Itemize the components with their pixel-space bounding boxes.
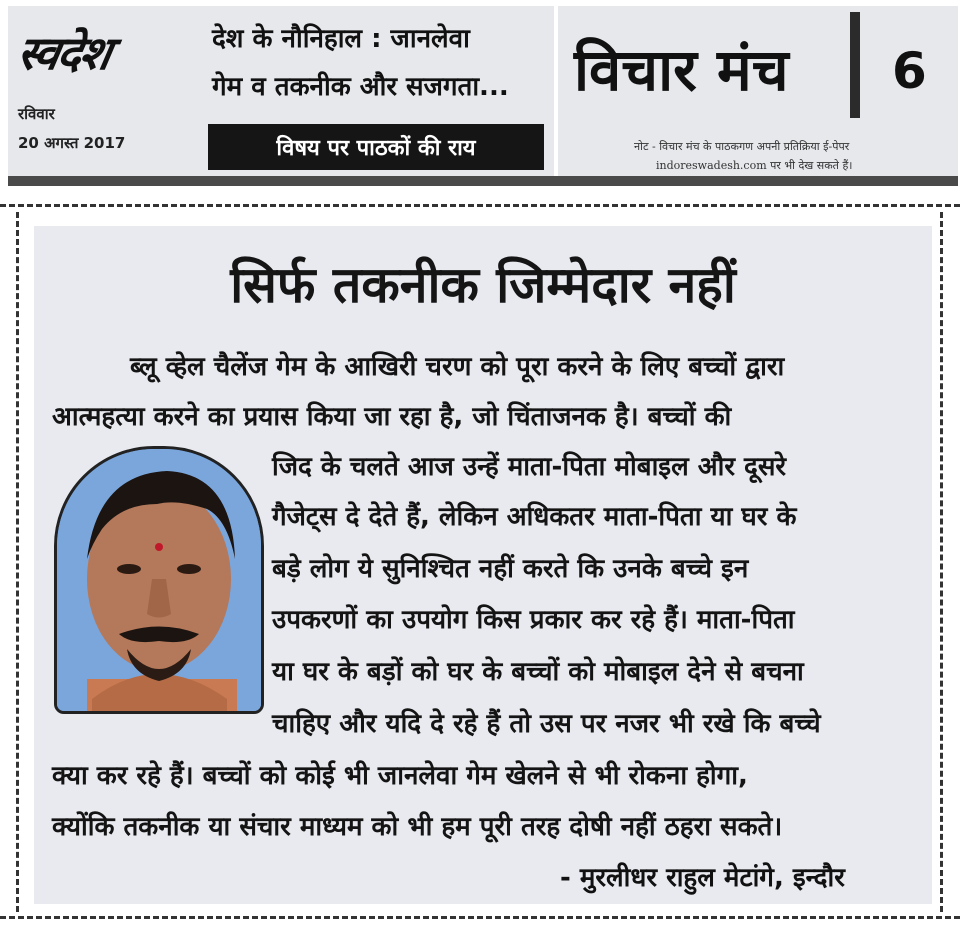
article-line: ब्लू व्हेल चैलेंज गेम के आखिरी चरण को पूरा करने के लिए बच्चों द्वारा: [130, 352, 785, 382]
author-portrait-icon: [57, 449, 261, 711]
topic-subheading: विषय पर पाठकों की राय: [208, 124, 544, 170]
topic-headline-line2: गेम व तकनीक और सजगता...: [212, 72, 509, 102]
issue-date: 20 अगस्त 2017: [18, 134, 126, 152]
article-line: उपकरणों का उपयोग किस प्रकार कर रहे हैं। माता-पिता: [272, 605, 795, 635]
article-line: गैजेट्स दे देते हैं, लेकिन अधिकतर माता-पिता या घर के: [272, 502, 797, 532]
page-number: 6: [892, 42, 927, 100]
frame-top-dash: [0, 204, 960, 207]
article-line: क्योंकि तकनीक या संचार माध्यम को भी हम पूरी तरह दोषी नहीं ठहरा सकते।: [52, 812, 783, 842]
article-line: चाहिए और यदि दे रहे हैं तो उस पर नजर भी रखे कि बच्चे: [272, 709, 821, 739]
frame-left-dash: [16, 212, 19, 912]
reader-note-line2: indoreswadesh.com पर भी देख सकते हैं।: [656, 159, 853, 172]
article-line: जिद के चलते आज उन्हें माता-पिता मोबाइल और दूसरे: [272, 452, 787, 482]
article-line: या घर के बड़ों को घर के बच्चों को मोबाइल देने से बचना: [272, 657, 804, 687]
masthead-bottom-strip: [8, 176, 958, 186]
reader-note-line1: नोट - विचार मंच के पाठकगण अपनी प्रतिक्रिया ई-पेपर: [634, 140, 850, 153]
frame-bottom-dash: [0, 916, 960, 919]
frame-right-dash: [940, 212, 943, 912]
article-line: बड़े लोग ये सुनिश्चित नहीं करते कि उनके बच्चे इन: [272, 554, 749, 584]
newspaper-logo: स्वदेश: [13, 26, 114, 80]
section-title: विचार मंच: [574, 36, 789, 104]
article-line: क्या कर रहे हैं। बच्चों को कोई भी जानलेवा गेम खेलने से भी रोकना होगा,: [52, 761, 748, 791]
article-byline: - मुरलीधर राहुल मेटांगे, इन्दौर: [560, 863, 845, 893]
article-line: आत्महत्या करने का प्रयास किया जा रहा है, जो चिंताजनक है। बच्चों की: [52, 402, 732, 432]
issue-day: रविवार: [18, 105, 55, 123]
topic-headline-line1: देश के नौनिहाल : जानलेवा: [212, 24, 470, 54]
section-divider: [850, 12, 860, 118]
author-photo: [54, 446, 264, 714]
article-title: सिर्फ तकनीक जिम्मेदार नहीं: [230, 256, 736, 314]
